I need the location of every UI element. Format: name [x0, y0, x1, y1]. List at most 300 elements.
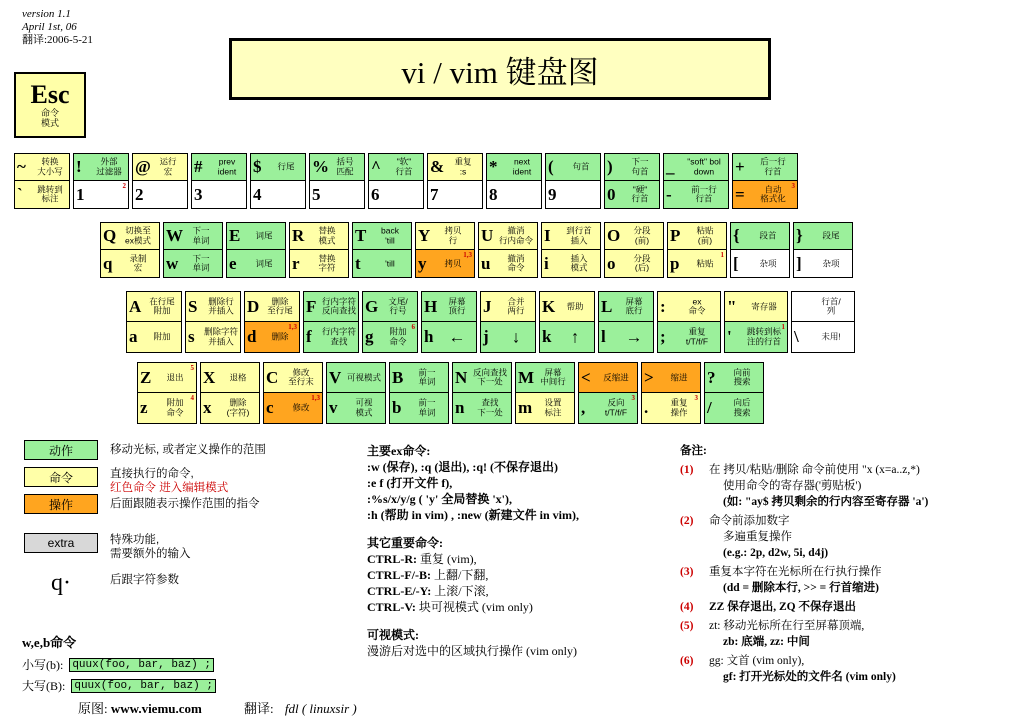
- key-glyph: @: [135, 157, 151, 176]
- key-upper-half: [605, 154, 659, 181]
- key-upper-half: [127, 292, 181, 322]
- key-description: 外部 过滤器: [96, 156, 122, 176]
- key-upper-half: [725, 292, 787, 322]
- key-description: 插入 模式: [570, 253, 588, 273]
- key-description: 前一行 行首: [691, 184, 717, 204]
- key-description: 查找 下一处: [477, 397, 503, 417]
- key-lower-half: [479, 250, 537, 277]
- key-glyph: ": [727, 296, 737, 316]
- note-item: [680, 462, 1020, 510]
- key-upper-half: [481, 292, 535, 322]
- key-lower-half: [642, 393, 700, 423]
- key-glyph: U: [481, 226, 494, 245]
- note-text: gg: 文首 (vim only), gf: 打开光标处的文件名 (vim only): [709, 655, 896, 683]
- key-glyph: X: [203, 367, 216, 387]
- key-footnote-marker: 3: [791, 182, 795, 190]
- key-description: 屏幕 中间行: [540, 367, 566, 387]
- ex-lines-item: :h (帮助 in vim) , :new (新建文件 in vim),: [367, 508, 579, 522]
- key-upper-half: [251, 154, 305, 181]
- footer-source-label: 原图:: [78, 701, 108, 716]
- key-description: 寄存器: [751, 300, 777, 311]
- key-,[interactable]: [578, 362, 638, 424]
- key-lower-half: [201, 393, 259, 423]
- key-lower-half: [422, 322, 476, 352]
- key-lower-half: [428, 181, 482, 208]
- key-lower-half: [290, 250, 348, 277]
- key-upper-half: [540, 292, 594, 322]
- key-f[interactable]: [303, 291, 359, 353]
- key-e[interactable]: [226, 222, 286, 278]
- key-description: 重复 操作: [670, 397, 688, 417]
- other-commands-title: 其它重要命令:: [367, 536, 443, 550]
- key-\[interactable]: [791, 291, 855, 353]
- key-t[interactable]: [352, 222, 412, 278]
- key-lower-half: [192, 181, 246, 208]
- key-description: 合并 两行: [507, 296, 525, 316]
- key-upper-half: [642, 363, 700, 393]
- key-description: 屏幕 顶行: [448, 296, 466, 316]
- key-8[interactable]: [486, 153, 542, 209]
- key-glyph: W: [166, 226, 183, 245]
- key-upper-half: [416, 223, 474, 250]
- key-m[interactable]: [515, 362, 575, 424]
- notes-title: 备注:: [680, 445, 707, 457]
- key-glyph: E: [229, 226, 241, 245]
- key-glyph: m: [518, 398, 533, 417]
- note-item: [680, 599, 1020, 615]
- key-description: 粘贴: [696, 257, 714, 268]
- key-glyph: ?: [707, 367, 716, 387]
- key-description: prev ident: [217, 156, 237, 176]
- key-y[interactable]: [415, 222, 475, 278]
- key-r[interactable]: [289, 222, 349, 278]
- key-`[interactable]: [14, 153, 70, 209]
- key-upper-half: [733, 154, 797, 181]
- legend-text-0: 移动光标, 或者定义操作的范围: [110, 444, 266, 456]
- key-glyph: :: [660, 296, 666, 316]
- key-glyph: u: [481, 253, 491, 273]
- key-glyph: y: [418, 253, 427, 273]
- key-glyph: 3: [194, 184, 203, 204]
- key-description: 反向查找 下一处: [472, 367, 507, 387]
- page-title: [229, 38, 771, 100]
- key-lower-half: [390, 393, 448, 423]
- key-a[interactable]: [126, 291, 182, 353]
- note-number: (3): [680, 566, 694, 578]
- key-lower-half: [369, 181, 423, 208]
- key-glyph: /: [707, 398, 712, 417]
- key-lower-half: [310, 181, 364, 208]
- key-glyph: 5: [312, 184, 321, 204]
- key-glyph: J: [483, 296, 492, 316]
- key-glyph: p: [670, 253, 680, 273]
- key-glyph: ]: [796, 253, 802, 273]
- key-glyph: =: [735, 184, 745, 204]
- esc-desc-2: 模式: [40, 118, 59, 128]
- key-footnote-marker: 2: [122, 182, 126, 190]
- key-description: 句首: [572, 161, 590, 172]
- key-upper-half: [201, 363, 259, 393]
- key-9[interactable]: [545, 153, 601, 209]
- key-glyph: v: [329, 398, 338, 417]
- key-upper-half: [310, 154, 364, 181]
- key-lower-half: [353, 250, 411, 277]
- key-j[interactable]: [480, 291, 536, 353]
- key-glyph: V: [329, 367, 342, 387]
- key-footnote-marker: 1: [781, 323, 785, 331]
- key-description: 附加: [153, 331, 171, 342]
- key-lower-half: [74, 181, 128, 208]
- key-'[interactable]: [724, 291, 788, 353]
- notes-column: [680, 443, 1020, 685]
- key-d[interactable]: [244, 291, 300, 353]
- key-glyph: 7: [430, 184, 439, 204]
- key-glyph: t: [355, 253, 361, 273]
- key-lower-half: [133, 181, 187, 208]
- footer-source-value[interactable]: www.viemu.com: [110, 701, 202, 716]
- key-description: 杂项: [759, 257, 777, 268]
- key-lower-half: [599, 322, 653, 352]
- other-lines-item: CTRL-R: 重复 (vim),: [367, 552, 477, 566]
- key-glyph: ,: [581, 398, 586, 417]
- note-number: (2): [680, 515, 694, 527]
- key-footnote-marker: 6: [411, 323, 415, 331]
- key-description: 退出: [166, 371, 184, 382]
- key-description: ↓: [511, 327, 521, 347]
- legend-swatch-0: [24, 440, 98, 460]
- key-upper-half: [264, 363, 322, 393]
- key-.[interactable]: [641, 362, 701, 424]
- key-glyph: G: [365, 296, 379, 316]
- key-description: 缩进: [670, 371, 688, 382]
- key-upper-half: [705, 363, 763, 393]
- key-lower-half: [127, 322, 181, 352]
- key-glyph: 4: [253, 184, 262, 204]
- key-description: 跳转到标 注的行首: [746, 326, 781, 346]
- key-upper-half: [353, 223, 411, 250]
- key-upper-half: [422, 292, 476, 322]
- key-glyph: x: [203, 398, 212, 417]
- key-glyph: i: [544, 253, 549, 273]
- key-description: 杂项: [822, 257, 840, 268]
- key-upper-half: [363, 292, 417, 322]
- key-description: 替换 字符: [318, 253, 336, 273]
- key-lower-half: [725, 322, 787, 352]
- key-description: 退格: [229, 371, 247, 382]
- visual-mode-line: 漫游后对选中的区域执行操作 (vim only): [367, 644, 577, 658]
- key-glyph: Y: [418, 226, 431, 245]
- key-glyph: +: [735, 157, 745, 176]
- key-glyph: q: [103, 253, 113, 273]
- key-k[interactable]: [539, 291, 595, 353]
- key-upper-half: [15, 154, 69, 181]
- note-number: (5): [680, 620, 694, 632]
- key-description: ↑: [570, 327, 580, 347]
- key-description: 重复 t/T/f/F: [685, 326, 709, 346]
- key-/[interactable]: [704, 362, 764, 424]
- key-description: 撤消 命令: [507, 253, 525, 273]
- key-glyph: f: [306, 327, 312, 346]
- key-lower-half: [540, 322, 594, 352]
- key-c[interactable]: [263, 362, 323, 424]
- key-glyph: S: [188, 296, 198, 316]
- key-glyph: B: [392, 367, 404, 387]
- key--[interactable]: [663, 153, 729, 209]
- key-upper-half: [658, 292, 720, 322]
- key-footnote-marker: 1: [720, 251, 724, 259]
- note-item: [680, 564, 1020, 596]
- key-w[interactable]: [163, 222, 223, 278]
- date-line: April 1st, 06: [22, 21, 77, 33]
- key-lower-half: [579, 393, 637, 423]
- key-][interactable]: [793, 222, 853, 278]
- key-lower-half: [164, 250, 222, 277]
- key-lower-half: [101, 250, 159, 277]
- key-upper-half: [428, 154, 482, 181]
- key-glyph: 9: [548, 184, 557, 204]
- note-number: (4): [680, 601, 694, 613]
- key-description: 附加 命令: [166, 397, 184, 417]
- legend-label-0: 动作: [48, 443, 73, 458]
- key-3[interactable]: [191, 153, 247, 209]
- key-lower-half: [516, 393, 574, 423]
- key-description: →: [625, 327, 643, 347]
- key-glyph: ^: [371, 157, 381, 176]
- key-description: "硬" 行首: [631, 184, 649, 204]
- key-l[interactable]: [598, 291, 654, 353]
- key-2[interactable]: [132, 153, 188, 209]
- key-description: 删除 至行尾: [267, 296, 293, 316]
- key-upper-half: [227, 223, 285, 250]
- key-glyph: -: [666, 184, 672, 204]
- key-description: 到行首 插入: [566, 225, 592, 245]
- key-glyph: !: [76, 157, 82, 176]
- key-u[interactable]: [478, 222, 538, 278]
- ex-commands-title: 主要ex命令:: [367, 444, 431, 458]
- key-description: 反向 t/T/f/F: [604, 397, 628, 417]
- legend-text-4: 后跟字符参数: [110, 574, 179, 586]
- key-s[interactable]: [185, 291, 241, 353]
- key-upper-half: [245, 292, 299, 322]
- key-glyph: 0: [607, 184, 616, 204]
- key-lower-half: [546, 181, 600, 208]
- key-1[interactable]: [73, 153, 129, 209]
- key-6[interactable]: [368, 153, 424, 209]
- key-description: 行内字符 反向查找: [322, 296, 357, 316]
- key-footnote-marker: 4: [190, 394, 194, 402]
- ex-commands-column: [367, 443, 667, 659]
- key-description: 行首/ 列: [821, 296, 841, 316]
- key-footnote-marker: 1,3: [288, 323, 297, 331]
- key-lower-half: [664, 181, 728, 208]
- key-description: 屏幕 底行: [625, 296, 643, 316]
- legend-swatch-4: [24, 570, 98, 596]
- key-upper-half: [327, 363, 385, 393]
- esc-label: Esc: [30, 80, 70, 109]
- key-glyph: H: [424, 296, 438, 316]
- key-description: 运行 宏: [159, 156, 177, 176]
- key-lower-half: [227, 250, 285, 277]
- key-[[interactable]: [730, 222, 790, 278]
- key-glyph: <: [581, 367, 591, 387]
- key-description: 下一 句首: [631, 156, 649, 176]
- key-description: 词尾: [255, 257, 273, 268]
- key-glyph: w: [166, 253, 179, 273]
- key-h[interactable]: [421, 291, 477, 353]
- key-description: 文尾/ 行号: [388, 296, 408, 316]
- key-glyph: k: [542, 327, 552, 346]
- translated-line: 翻译:2006-5-21: [22, 34, 93, 46]
- ex-lines-item: :e f (打开文件 f),: [367, 476, 453, 490]
- key-glyph: `: [17, 184, 23, 204]
- key-upper-half: [186, 292, 240, 322]
- legend-text-1: 直接执行的命令, 红色命令 进入编辑模式: [110, 468, 229, 494]
- key-0[interactable]: [604, 153, 660, 209]
- key-glyph: &: [430, 157, 445, 176]
- note-text: 重复本字符在光标所在行执行操作 (dd = 删除本行, >> = 行首缩进): [709, 566, 882, 594]
- other-lines-item: CTRL-V: 块可视模式 (vim only): [367, 600, 533, 614]
- key-glyph: b: [392, 398, 402, 417]
- legend-label-4: q·: [51, 570, 71, 596]
- key-glyph: h: [424, 327, 434, 346]
- key-=[interactable]: [732, 153, 798, 209]
- key-glyph: C: [266, 367, 279, 387]
- key-upper-half: [369, 154, 423, 181]
- key-description: 反缩进: [603, 371, 629, 382]
- key-glyph: \: [794, 327, 799, 346]
- key-glyph: K: [542, 296, 556, 316]
- key-x[interactable]: [200, 362, 260, 424]
- key-description: 帮助: [566, 300, 584, 311]
- key-description: 在行尾 附加: [149, 296, 175, 316]
- key-;[interactable]: [657, 291, 721, 353]
- key-description: 修改 至行末: [288, 367, 314, 387]
- page-title-text: vi / vim 键盘图: [401, 54, 599, 90]
- key-description: 转换 大小写: [37, 156, 63, 176]
- ex-lines-item: :%s/x/y/g ( 'y' 全局替换 'x'),: [367, 492, 512, 506]
- legend-label-3: extra: [47, 536, 75, 550]
- key-description: 分段 (前): [633, 225, 651, 245]
- key-glyph: ': [727, 327, 732, 346]
- key-b[interactable]: [389, 362, 449, 424]
- key-esc[interactable]: [14, 72, 86, 138]
- web-upper-code: quux(foo, bar, baz) ;: [71, 679, 216, 693]
- key-footnote-marker: 3: [631, 394, 635, 402]
- key-q[interactable]: [100, 222, 160, 278]
- key-glyph: n: [455, 398, 465, 417]
- key-glyph: A: [129, 296, 142, 316]
- other-lines-item: CTRL-E/-Y: 上滚/下滚,: [367, 584, 489, 598]
- key-i[interactable]: [541, 222, 601, 278]
- key-upper-half: [304, 292, 358, 322]
- key-z[interactable]: [137, 362, 197, 424]
- key-o[interactable]: [604, 222, 664, 278]
- key-description: 向后 搜索: [733, 397, 751, 417]
- key-v[interactable]: [326, 362, 386, 424]
- key-lower-half: [453, 393, 511, 423]
- key-description: 括号 匹配: [336, 156, 354, 176]
- key-footnote-marker: 5: [190, 364, 194, 372]
- key-description: 粘贴 (前): [696, 225, 714, 245]
- note-item: [680, 513, 1020, 561]
- key-description: 修改: [292, 402, 310, 413]
- key-n[interactable]: [452, 362, 512, 424]
- key-p[interactable]: [667, 222, 727, 278]
- key-description: back 'till: [381, 225, 399, 245]
- key-description: 删除: [271, 331, 289, 342]
- web-lower-code: quux(foo, bar, baz) ;: [69, 658, 214, 672]
- key-glyph: N: [455, 367, 468, 387]
- key-description: 行尾: [277, 161, 295, 172]
- key-7[interactable]: [427, 153, 483, 209]
- key-upper-half: [792, 292, 854, 322]
- key-description: 后一行 行首: [760, 156, 786, 176]
- key-lower-half: [416, 250, 474, 277]
- key-lower-half: [363, 322, 417, 352]
- key-description: 跳转到 标注: [37, 184, 63, 204]
- key-glyph: D: [247, 296, 260, 316]
- key-description: "软" 行首: [395, 156, 413, 176]
- ex-lines-item: :w (保存), :q (退出), :q! (不保存退出): [367, 460, 558, 474]
- key-description: 前一 单词: [418, 397, 436, 417]
- key-upper-half: [74, 154, 128, 181]
- key-glyph: c: [266, 398, 274, 417]
- note-text: ZZ 保存退出, ZQ 不保存退出: [709, 601, 856, 613]
- key-lower-half: [245, 322, 299, 352]
- legend-swatch-3: [24, 533, 98, 553]
- key-lower-half: [138, 393, 196, 423]
- key-glyph: {: [733, 226, 740, 245]
- key-lower-half: [794, 250, 852, 277]
- legend-swatch-2: [24, 494, 98, 514]
- key-glyph: (: [548, 157, 554, 176]
- key-upper-half: [516, 363, 574, 393]
- key-glyph: a: [129, 327, 138, 346]
- key-glyph: L: [601, 296, 613, 316]
- footer-translator-value: fdl ( linuxsir ): [284, 701, 357, 716]
- key-description: 替换 模式: [318, 225, 336, 245]
- key-g[interactable]: [362, 291, 418, 353]
- key-5[interactable]: [309, 153, 365, 209]
- key-upper-half: [668, 223, 726, 250]
- footer-translator: [244, 698, 357, 717]
- key-glyph: _: [666, 157, 675, 176]
- key-description: "soft" bol down: [687, 156, 721, 176]
- key-glyph: *: [489, 157, 498, 176]
- key-glyph: l: [601, 327, 606, 346]
- key-description: 词尾: [255, 230, 273, 241]
- legend-label-1: 命令: [48, 470, 73, 485]
- legend-text-3: 特殊功能, 需要额外的输入: [110, 534, 191, 560]
- key-lower-half: [186, 322, 240, 352]
- key-description: 段首: [759, 230, 777, 241]
- key-glyph: j: [483, 327, 489, 346]
- key-upper-half: [487, 154, 541, 181]
- key-description: 撤消 行内命令: [498, 225, 533, 245]
- web-commands-block: [22, 632, 362, 694]
- key-glyph: O: [607, 226, 621, 245]
- key-glyph: F: [306, 296, 317, 316]
- key-glyph: M: [518, 367, 535, 387]
- key-4[interactable]: [250, 153, 306, 209]
- key-description: 删除 (字符): [226, 397, 250, 417]
- key-lower-half: [304, 322, 358, 352]
- key-description: 录制 宏: [129, 253, 147, 273]
- key-description: ex 命令: [688, 296, 706, 316]
- key-lower-half: [542, 250, 600, 277]
- key-upper-half: [453, 363, 511, 393]
- key-description: 分段 (后): [633, 253, 651, 273]
